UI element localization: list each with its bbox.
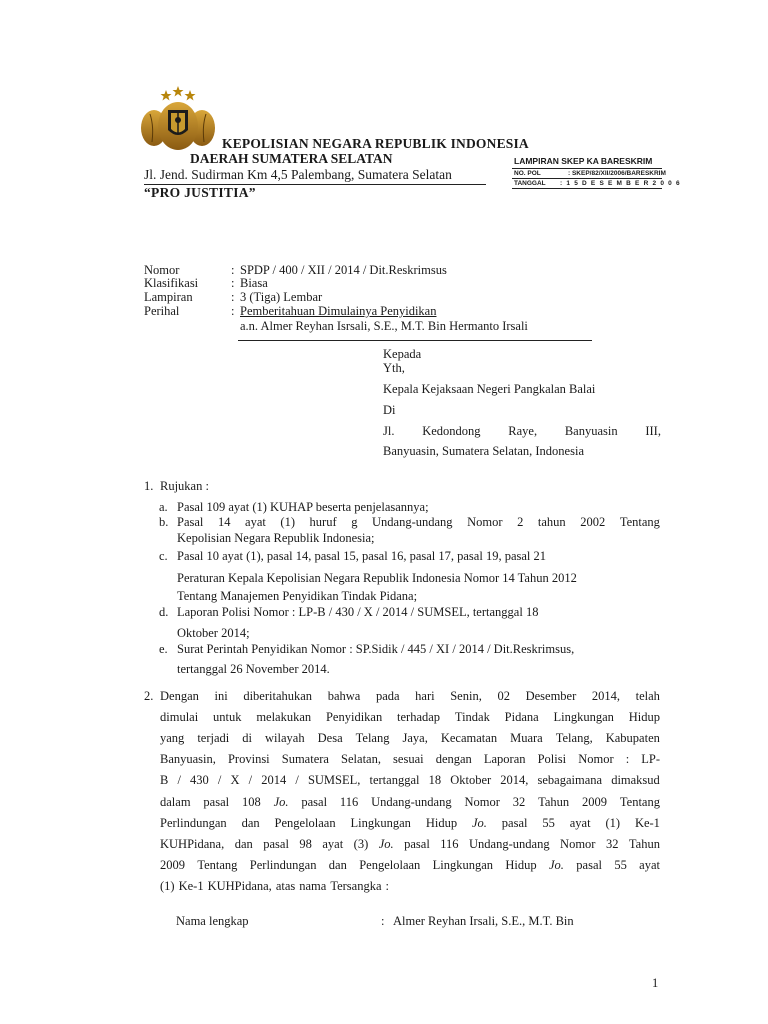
section-1-title: Rujukan : [160,479,209,493]
lampiran-colon: : [231,290,235,304]
meta-divider [238,340,592,341]
reference-line: Pasal 109 ayat (1) KUHAP beserta penjelasannya; [177,500,429,514]
word: Sumatera [281,752,329,766]
klasifikasi-label: Klasifikasi [144,276,199,290]
word: Jo. [549,858,564,872]
word: 55 [614,858,627,872]
word: 2 [517,515,524,529]
word: Hidup [505,858,537,872]
klasifikasi-value: Biasa [240,276,268,290]
recipient-address-line2: Banyuasin, Sumatera Selatan, Indonesia [383,444,584,458]
word: melakukan [256,710,312,724]
word: ayat [569,816,591,830]
lampiran-value: 3 (Tiga) Lembar [240,290,323,304]
section-2-line [160,838,660,851]
perihal-subject-name: a.n. Almer Reyhan Isrsali, S.E., M.T. Bin Hermanto Irsali [240,319,528,333]
word: hari [415,689,435,703]
nomor-label: Nomor [144,263,180,277]
word: ini [214,689,228,703]
justified-text [160,796,660,809]
word: Telang, [555,731,593,745]
word: / [248,773,253,787]
word: Undang-undang [372,515,453,529]
word: B [160,773,169,787]
word: / [177,773,181,787]
word: Lingkungan [553,710,614,724]
word: (3) [353,837,369,851]
word: Nomor [464,795,500,809]
recipient-address-word: Raye, [508,424,538,438]
section-2-line [160,880,389,893]
word: Tentang [197,858,238,872]
word: X [230,773,240,787]
word: Nomor [560,837,596,851]
word: Jo. [471,816,487,830]
annex-divider [512,168,662,169]
reference-line: Peraturan Kepala Kepolisian Negara Republik Indonesia Nomor 14 Tahun 2012 [177,571,577,585]
reference-letter: c. [159,549,168,563]
word: Nomor [578,752,614,766]
word: pasal [203,795,230,809]
recipient-address-word: Jl. [383,424,395,438]
word: Perlindungan [249,858,317,872]
recipient-yth: Yth, [383,361,405,375]
nomor-colon: : [231,263,235,277]
section-2-line [160,753,660,766]
word: dalam [160,795,191,809]
word: Pengelolaan [359,858,421,872]
reference-letter: a. [159,500,168,514]
star-icon [185,90,196,101]
word: di [242,731,253,745]
word: dimulai [160,710,199,724]
word: : [625,752,630,766]
word: Undang-undang [371,795,452,809]
section-2-line [160,690,660,703]
lampiran-label: Lampiran [144,290,193,304]
reference-line: Kepolisian Negara Republik Indonesia; [177,531,375,545]
section-2-line [160,859,660,872]
justified-text [160,859,660,872]
word: Jaya, [402,731,428,745]
word: Selatan, [341,752,381,766]
word: 2002 [580,515,606,529]
word: Ke-1 [178,879,204,893]
section-2-line [160,711,660,724]
word: 430 [190,773,209,787]
word: dan [241,816,260,830]
word: Hidup [628,710,660,724]
word: 02 [497,689,510,703]
word: SUMSEL, [307,773,361,787]
annex-date-value: : 1 5 D E S E M B E R 2 0 0 6 [560,180,681,187]
word: dan [234,837,253,851]
word: Dengan [160,689,199,703]
organization-name: KEPOLISIAN NEGARA REPUBLIK INDONESIA [222,136,529,151]
word: Kecamatan [440,731,498,745]
word: 2014, [500,773,529,787]
word: Lingkungan [432,858,494,872]
word: Kabupaten [605,731,660,745]
word: 55 [542,816,555,830]
word: diberitahukan [243,689,313,703]
word: Nomor [467,515,503,529]
justified-text [160,690,660,703]
annex-divider [512,188,662,189]
word: Tersangka [330,879,382,893]
reference-letter: d. [159,605,169,619]
section-2-line [160,732,660,745]
word: KUHPidana, [207,879,272,893]
reference-line: Surat Perintah Penyidikan Nomor : SP.Sidik / 445 / XI / 2014 / Dit.Reskrimsus, [177,642,575,656]
word: 18 [428,773,442,787]
word: Pasal [177,515,204,529]
word: untuk [213,710,242,724]
justified-text [160,774,660,787]
regional-division-name: DAERAH SUMATERA SELATAN [190,151,393,166]
word: KUHPidana, [160,837,225,851]
word: dimaksud [611,773,660,787]
word: 32 [512,795,526,809]
word: 14 [217,515,231,529]
word: Undang-undang [469,837,550,851]
annex-date-label: TANGGAL [514,180,546,187]
word: Tentang [619,515,660,529]
word: tertanggal [369,773,420,787]
word: dengan [435,752,472,766]
reference-line: Pasal 10 ayat (1), pasal 14, pasal 15, pasal 16, pasal 17, pasal 19, pasal 21 [177,549,547,563]
word: / [295,773,299,787]
word: bahwa [327,689,361,703]
star-icon [173,86,184,97]
word: 2014 [261,773,287,787]
nomor-value: SPDP / 400 / XII / 2014 / Dit.Reskrimsus [240,263,447,277]
word: 2014, [591,689,621,703]
recipient-kepada: Kepada [383,347,422,361]
word: atas [275,879,296,893]
word: 116 [440,837,459,851]
word: dan [328,858,347,872]
klasifikasi-colon: : [231,276,235,290]
word: sebagaimana [537,773,603,787]
word: Pengelolaan [274,816,336,830]
word: pasal [501,816,528,830]
word: pada [375,689,400,703]
word: 116 [339,795,359,809]
word: Jo. [378,837,394,851]
recipient-di: Di [383,403,396,417]
word: pasal [576,858,602,872]
word: 2009 [582,795,608,809]
recipient-address-word: III, [645,424,661,438]
word: Provinsi [227,752,270,766]
word: wilayah [265,731,305,745]
word: Ke-1 [634,816,660,830]
word: Desember [525,689,577,703]
word: Lingkungan [350,816,411,830]
word: Muara [510,731,543,745]
suspect-name-colon: : [381,914,385,928]
word: pasal [404,837,430,851]
word: tahun [537,515,566,529]
word: Tahun [628,837,660,851]
office-address: Jl. Jend. Sudirman Km 4,5 Palembang, Sumatera Selatan [144,167,452,182]
justified-text [160,753,660,766]
perihal-label: Perihal [144,304,180,318]
recipient-address-line1 [383,425,661,438]
reference-line: Oktober 2014; [177,626,250,640]
reference-line [177,516,660,529]
reference-line: Laporan Polisi Nomor : LP-B / 430 / X / 2014 / SUMSEL, tertanggal 18 [177,605,539,619]
section-2-number: 2. [144,689,154,703]
word: Pidana [504,710,539,724]
word: huruf [309,515,337,529]
justified-text [160,732,660,745]
section-1-number: 1. [144,479,154,493]
word: Hidup [425,816,458,830]
word: Telang [355,731,390,745]
word: nama [299,879,327,893]
reference-letter: b. [159,515,169,529]
justified-text [177,516,660,529]
word: sesuai [393,752,424,766]
justified-text [160,880,389,893]
word: Tahun [538,795,570,809]
perihal-value: Pemberitahuan Dimulainya Penyidikan [240,304,437,318]
suspect-name-value: Almer Reyhan Irsali, S.E., M.T. Bin [393,914,574,928]
word: pasal [301,795,328,809]
word: Oktober [450,773,492,787]
word: pasal [263,837,289,851]
word: ayat [322,837,344,851]
recipient-address-word: Kedondong [422,424,481,438]
page-number: 1 [652,976,659,990]
word: Perlindungan [160,816,227,830]
word: 98 [299,837,312,851]
recipient-name: Kepala Kejaksaan Negeri Pangkalan Balai [383,382,596,396]
annex-number-label: NO. POL [514,170,541,177]
word: Jo. [273,795,289,809]
star-icon [161,90,172,101]
perihal-colon: : [231,304,235,318]
section-2-line [160,796,660,809]
word: Desa [317,731,343,745]
word: 32 [605,837,619,851]
word: Laporan [483,752,526,766]
word: Banyuasin, [160,752,216,766]
reference-letter: e. [159,642,168,656]
word: 108 [241,795,261,809]
word: g [351,515,358,529]
reference-line: Tentang Manajemen Penyidikan Tindak Pidana; [177,589,418,603]
justified-text [160,838,660,851]
word: Polisi [537,752,567,766]
section-2-line [160,817,660,830]
recipient-address-word: Banyuasin [564,424,618,438]
word: yang [160,731,185,745]
annex-divider [512,178,662,179]
word: Tentang [619,795,660,809]
word: terjadi [197,731,230,745]
word: LP- [641,752,660,766]
word: ayat [639,858,660,872]
word: (1) [160,879,175,893]
motto: “PRO JUSTITIA” [144,185,256,200]
justified-text [160,711,660,724]
annex-number-value: : SKEP/82/XII/2006/BARESKRIM [568,170,666,177]
word: Penyidikan [325,710,383,724]
annex-title: LAMPIRAN SKEP KA BARESKRIM [514,156,653,166]
word: terhadap [397,710,441,724]
word: (1) [605,816,621,830]
word: : [385,879,389,893]
word: (1) [280,515,295,529]
word: telah [635,689,660,703]
police-emblem-logo [138,86,218,154]
suspect-name-label: Nama lengkap [176,914,249,928]
reference-line: tertanggal 26 November 2014. [177,662,330,676]
word: 2009 [160,858,185,872]
section-2-line [160,774,660,787]
word: / [217,773,222,787]
word: Senin, [450,689,482,703]
word: ayat [245,515,266,529]
word: Tindak [454,710,490,724]
justified-text [160,817,660,830]
